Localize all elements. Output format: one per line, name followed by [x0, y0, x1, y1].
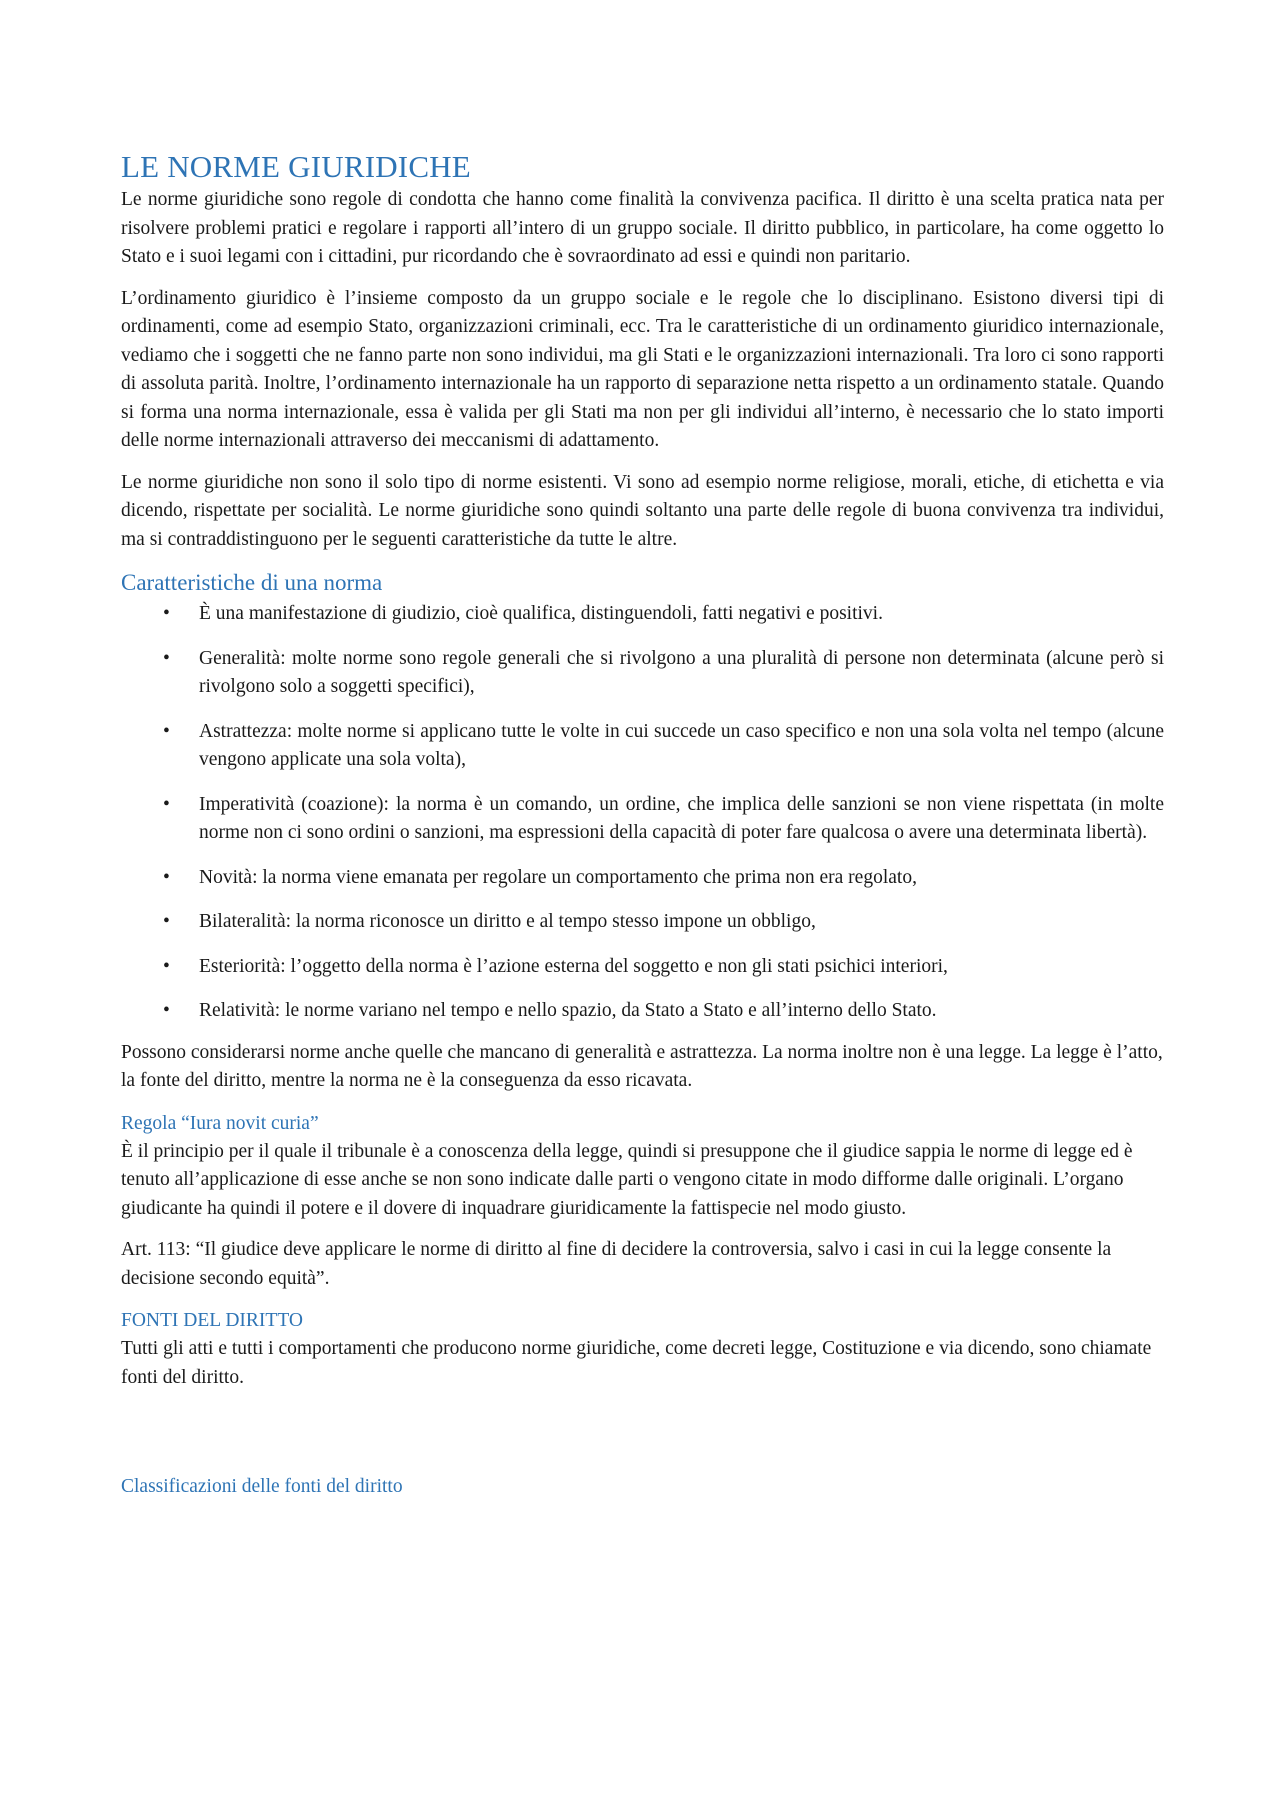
- bullet-icon: •: [163, 647, 170, 669]
- list-item: [121, 908, 1164, 937]
- bullet-icon: •: [163, 955, 170, 977]
- list-item-text: Relatività: le norme variano nel tempo e nello spazio, da Stato a Stato e all’interno dello Stato.: [199, 1000, 937, 1021]
- list-item-text: Bilateralità: la norma riconosce un diritto e al tempo stesso impone un obbligo,: [199, 911, 816, 932]
- fonti-heading: FONTI DEL DIRITTO: [121, 1310, 303, 1331]
- bullet-icon: •: [163, 866, 170, 888]
- intro-paragraph-3: Le norme giuridiche non sono il solo tipo di norme esistenti. Vi sono ad esempio norme religiose, morali, etiche, di etichetta e via dicendo, rispettate per socialità. Le norme giuridiche sono quindi soltanto una parte delle regole di buona convivenza tra individui, ma si contraddistinguono per le seguenti caratteristiche da tutte le altre.: [121, 471, 1164, 550]
- list-item: [121, 953, 1164, 982]
- bullet-icon: •: [163, 793, 170, 815]
- classificazioni-heading: Classificazioni delle fonti del diritto: [121, 1476, 403, 1497]
- bullet-icon: •: [163, 603, 170, 624]
- list-item: [121, 864, 1164, 893]
- caratteristiche-heading: Caratteristiche di una norma: [121, 570, 383, 595]
- list-item-text: È una manifestazione di giudizio, cioè qualifica, distinguendoli, fatti negativi e positivi.: [199, 603, 883, 624]
- list-item-text: Imperatività (coazione): la norma è un comando, un ordine, che implica delle sanzioni se non viene rispettata (in molte norme non ci sono ordini o sanzioni, ma espressioni della capacità di poter fare qualcosa o avere una determinata libertà).: [199, 793, 1164, 843]
- iura-paragraph: È il principio per il quale il tribunale è a conoscenza della legge, quindi si presuppone che il giudice sappia le norme di legge ed è tenuto all’applicazione di esse anche se non sono indicate dalle parti o vengono citate in modo difforme dalle originali. L’organo giudicante ha quindi il potere e il dovere di inquadrare giuridicamente la fattispecie nel modo giusto.: [121, 1140, 1133, 1219]
- iura-heading: Regola “Iura novit curia”: [121, 1112, 319, 1134]
- bullet-icon: •: [163, 720, 170, 742]
- list-item: [121, 997, 1164, 1026]
- list-item: [121, 645, 1164, 702]
- intro-paragraph-2: L’ordinamento giuridico è l’insieme composto da un gruppo sociale e le regole che lo disciplinano. Esistono diversi tipi di ordinamenti, come ad esempio Stato, organizzazioni criminali, ecc. Tra le caratteristiche di un ordinamento giuridico internazionale, vediamo che i soggetti che ne fanno parte non sono individui, ma gli Stati e le organizzazioni internazionali. Tra loro ci sono rapporti di assoluta parità. Inoltre, l’ordinamento internazionale ha un rapporto di separazione netta rispetto a un ordinamento statale. Quando si forma una norma internazionale, essa è valida per gli Stati ma non per gli individui all’interno, è necessario che lo stato importi delle norme internazionali attraverso dei meccanismi di adattamento.: [121, 287, 1164, 451]
- list-item-text: Astrattezza: molte norme si applicano tutte le volte in cui succede un caso specifico e non una sola volta nel tempo (alcune vengono applicate una sola volta),: [199, 720, 1164, 770]
- caratteristiche-closing: Possono considerarsi norme anche quelle che mancano di generalità e astrattezza. La norma inoltre non è una legge. La legge è l’atto, la fonte del diritto, mentre la norma ne è la conseguenza da esso ricavata.: [121, 1041, 1163, 1091]
- page-title: LE NORME GIURIDICHE: [121, 149, 471, 184]
- document-page: [121, 148, 1164, 1501]
- list-item: [121, 718, 1164, 775]
- fonti-paragraph: Tutti gli atti e tutti i comportamenti che producono norme giuridiche, come decreti legge, Costituzione e via dicendo, sono chiamate fonti del diritto.: [121, 1338, 1152, 1388]
- list-item: [121, 600, 1164, 629]
- bullet-icon: •: [163, 1000, 170, 1021]
- list-item-text: Novità: la norma viene emanata per regolare un comportamento che prima non era regolato,: [199, 866, 917, 888]
- bullet-icon: •: [163, 911, 170, 932]
- article-quote: Art. 113: “Il giudice deve applicare le norme di diritto al fine di decidere la controversia, salvo i casi in cui la legge consente la decisione secondo equità”.: [121, 1239, 1112, 1289]
- spacer: [121, 1405, 1164, 1459]
- list-item-text: Generalità: molte norme sono regole generali che si rivolgono a una pluralità di persone non determinata (alcune però si rivolgono solo a soggetti specifici),: [199, 647, 1164, 697]
- list-item: [121, 791, 1164, 848]
- list-item-text: Esteriorità: l’oggetto della norma è l’azione esterna del soggetto e non gli stati psichici interiori,: [199, 955, 948, 977]
- caratteristiche-list: [121, 600, 1164, 1026]
- intro-paragraph-1: Le norme giuridiche sono regole di condotta che hanno come finalità la convivenza pacifica. Il diritto è una scelta pratica nata per risolvere problemi pratici e regolare i rapporti all’intero di un gruppo sociale. Il diritto pubblico, in particolare, ha come oggetto lo Stato e i suoi legami con i cittadini, pur ricordando che è sovraordinato ad essi e quindi non paritario.: [121, 189, 1164, 267]
